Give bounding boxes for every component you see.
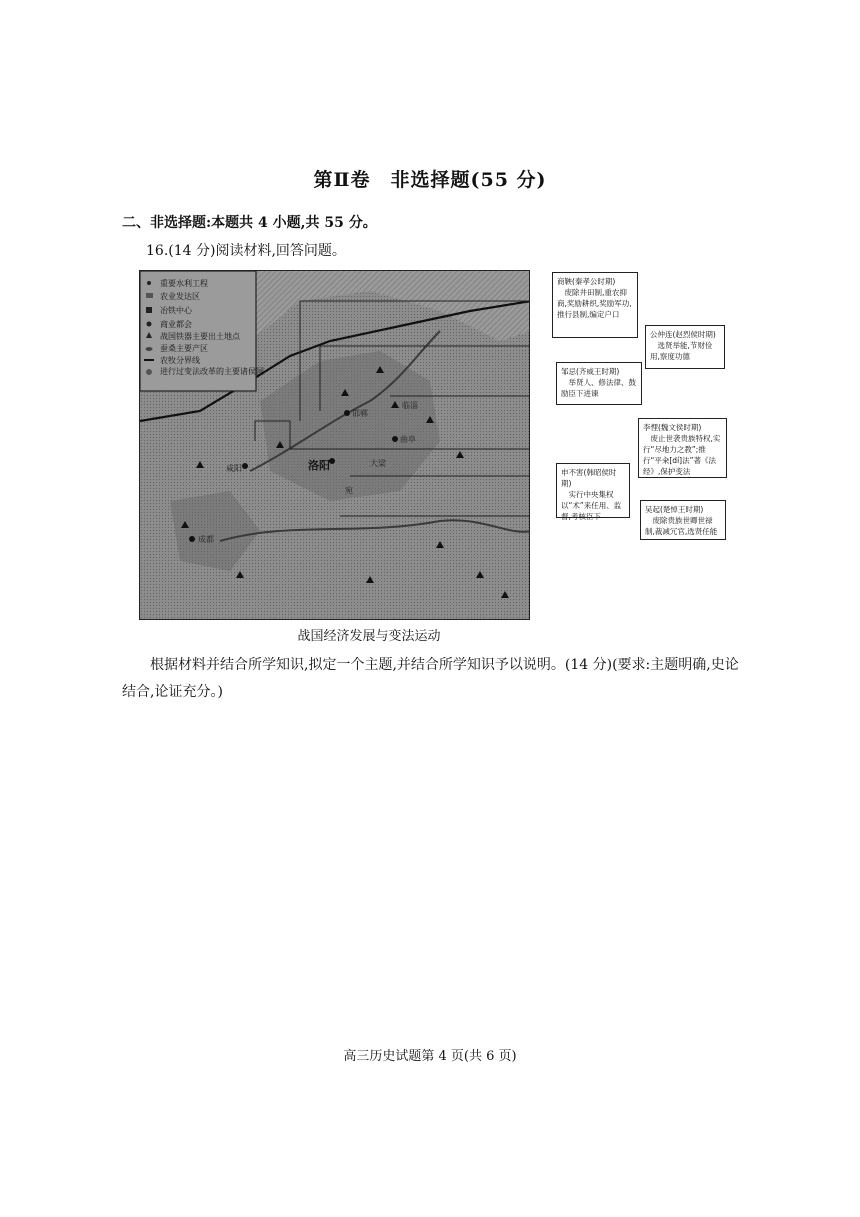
legend-item: 战国铁器主要出土地点 [160, 332, 240, 341]
page-footer: 高三历史试题第 4 页(共 6 页) [343, 1049, 517, 1064]
figure-caption: 战国经济发展与变法运动 [297, 629, 441, 644]
place-qufu: 曲阜 [400, 435, 416, 444]
place-daliang: 大梁 [370, 459, 386, 468]
reform-box-li-kui [638, 418, 727, 478]
map-legend [140, 271, 264, 391]
question-stem: 16.(14 分)阅读材料,回答问题。 [146, 243, 346, 259]
reform-title: 吴起(楚悼王时期) [645, 505, 704, 514]
reform-body: 废除井田制,重农抑商,奖励耕织,奖励军功,推行县制,编定户口 [557, 288, 632, 319]
reform-body: 选贤举能,节财俭用,察度功德 [650, 341, 713, 361]
place-handan: 邯郸 [352, 409, 368, 418]
reform-box-wu-qi [640, 500, 726, 540]
reform-body: 废止世袭贵族特权,实行“尽地力之教”;推行“平籴[dí]法”著《法经》,保护变法 [643, 434, 721, 476]
reform-body: 举贤人、修法律、鼓励臣下进谏 [561, 378, 636, 398]
legend-item: 商业都会 [160, 320, 192, 329]
reform-title: 公仲连(赵烈侯时期) [650, 330, 716, 339]
warring-states-map [139, 270, 530, 620]
legend-item: 进行过变法改革的主要诸侯国 [160, 367, 264, 376]
place-xianyang: 咸阳 [226, 464, 242, 473]
reform-title: 李悝(魏文侯时期) [643, 423, 702, 432]
reform-title: 邹忌(齐威王时期) [561, 367, 620, 376]
legend-item: 农业发达区 [160, 292, 200, 301]
reform-title: 申不害(韩昭侯时期) [561, 468, 617, 488]
place-luoyang: 洛阳 [308, 459, 330, 472]
reform-body: 废除贵族世卿世禄制,裁减冗官,选贤任能 [645, 516, 718, 536]
legend-item: 农牧分界线 [160, 356, 200, 365]
part-heading: 二、非选择题:本题共 4 小题,共 55 分。 [122, 215, 377, 231]
place-wan: 宛 [345, 486, 353, 495]
question-body: 根据材料并结合所学知识,拟定一个主题,并结合所学知识予以说明。(14 分)(要求:主题明确,史论结合,论证充分。) [122, 657, 739, 700]
place-chengdu: 成都 [198, 535, 214, 544]
legend-item: 蚕桑主要产区 [160, 344, 208, 353]
legend-item: 冶铁中心 [160, 306, 192, 315]
reform-box-gong-zhonglian [645, 325, 725, 369]
reform-box-zou-ji [556, 362, 642, 405]
reform-body: 实行中央集权以“术”来任用、监督,考核臣下 [561, 490, 622, 521]
section-title: 第Ⅱ卷 非选择题(55 分) [313, 169, 547, 191]
reform-box-shen-buhai [556, 463, 630, 521]
legend-item: 重要水利工程 [160, 279, 208, 288]
reform-title: 商鞅(秦孝公时期) [557, 277, 616, 286]
reform-box-shang-yang [552, 272, 638, 338]
place-linzi: 临淄 [402, 401, 418, 410]
